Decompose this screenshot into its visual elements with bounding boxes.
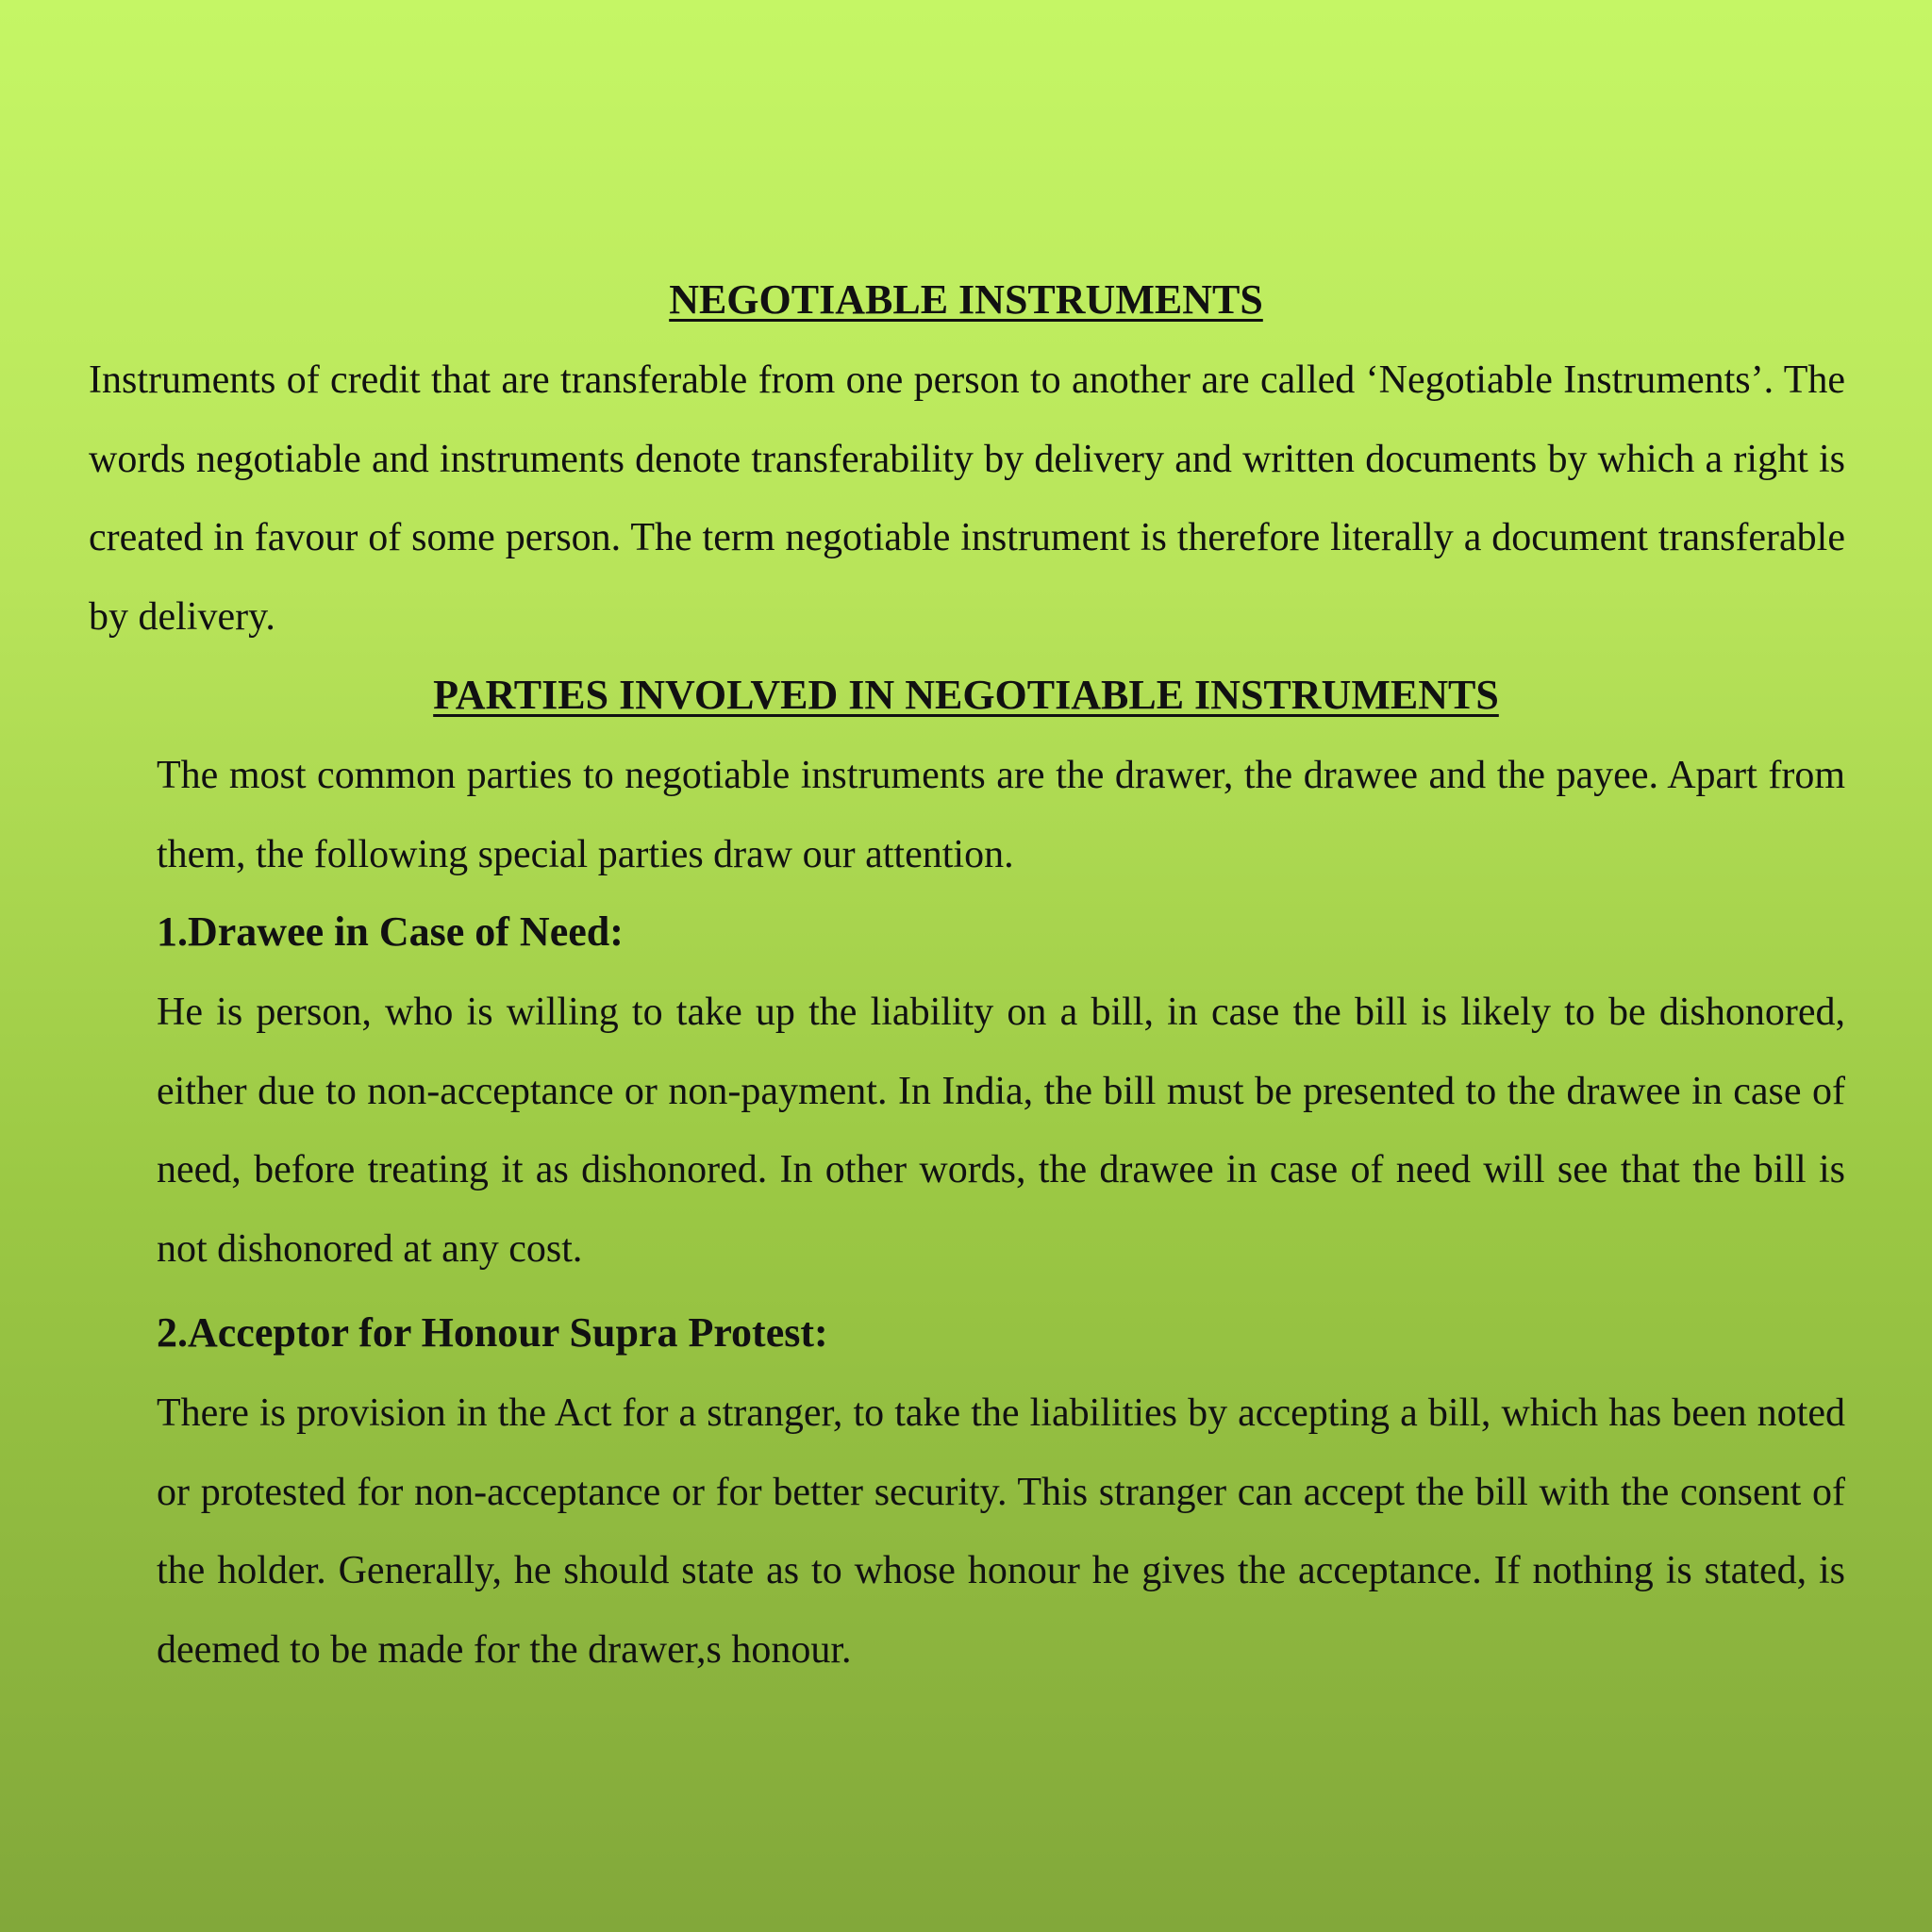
subheading-acceptor-for-honour: 2.Acceptor for Honour Supra Protest:: [157, 1309, 828, 1356]
page-title: [0, 275, 1932, 325]
section-heading-parties-text: PARTIES INVOLVED IN NEGOTIABLE INSTRUMENTS: [433, 672, 1499, 718]
page-title-text: NEGOTIABLE INSTRUMENTS: [669, 276, 1263, 323]
subheading-drawee-in-case-of-need: 1.Drawee in Case of Need:: [157, 908, 624, 955]
drawee-in-case-of-need-paragraph: He is person, who is willing to take up the liability on a bill, in case the bill is likely to be dishonored, either due to non-acceptance or non-payment. In India, the bill must be presented to the drawee in case of need, before treating it as dishonored. In other words, the drawee in case of need will see that the bill is not dishonored at any cost.: [157, 991, 1845, 1271]
section-heading-parties: [0, 671, 1932, 720]
acceptor-for-honour-paragraph: There is provision in the Act for a stranger, to take the liabilities by accepting a bill, which has been noted or protested for non-acceptance or for better security. This stranger can accept the bill with the consent of the holder. Generally, he should state as to whose honour he gives the acceptance. If nothing is stated, is deemed to be made for the drawer,s honour.: [157, 1391, 1845, 1672]
parties-intro-paragraph: The most common parties to negotiable instruments are the drawer, the drawee and the payee. Apart from them, the following special parties draw our attention.: [157, 754, 1845, 876]
intro-paragraph: Instruments of credit that are transferable from one person to another are called ‘Negotiable Instruments’. The words negotiable and instruments denote transferability by delivery and written documents by which a right is created in favour of some person. The term negotiable instrument is therefore literally a document transferable by delivery.: [89, 358, 1845, 639]
